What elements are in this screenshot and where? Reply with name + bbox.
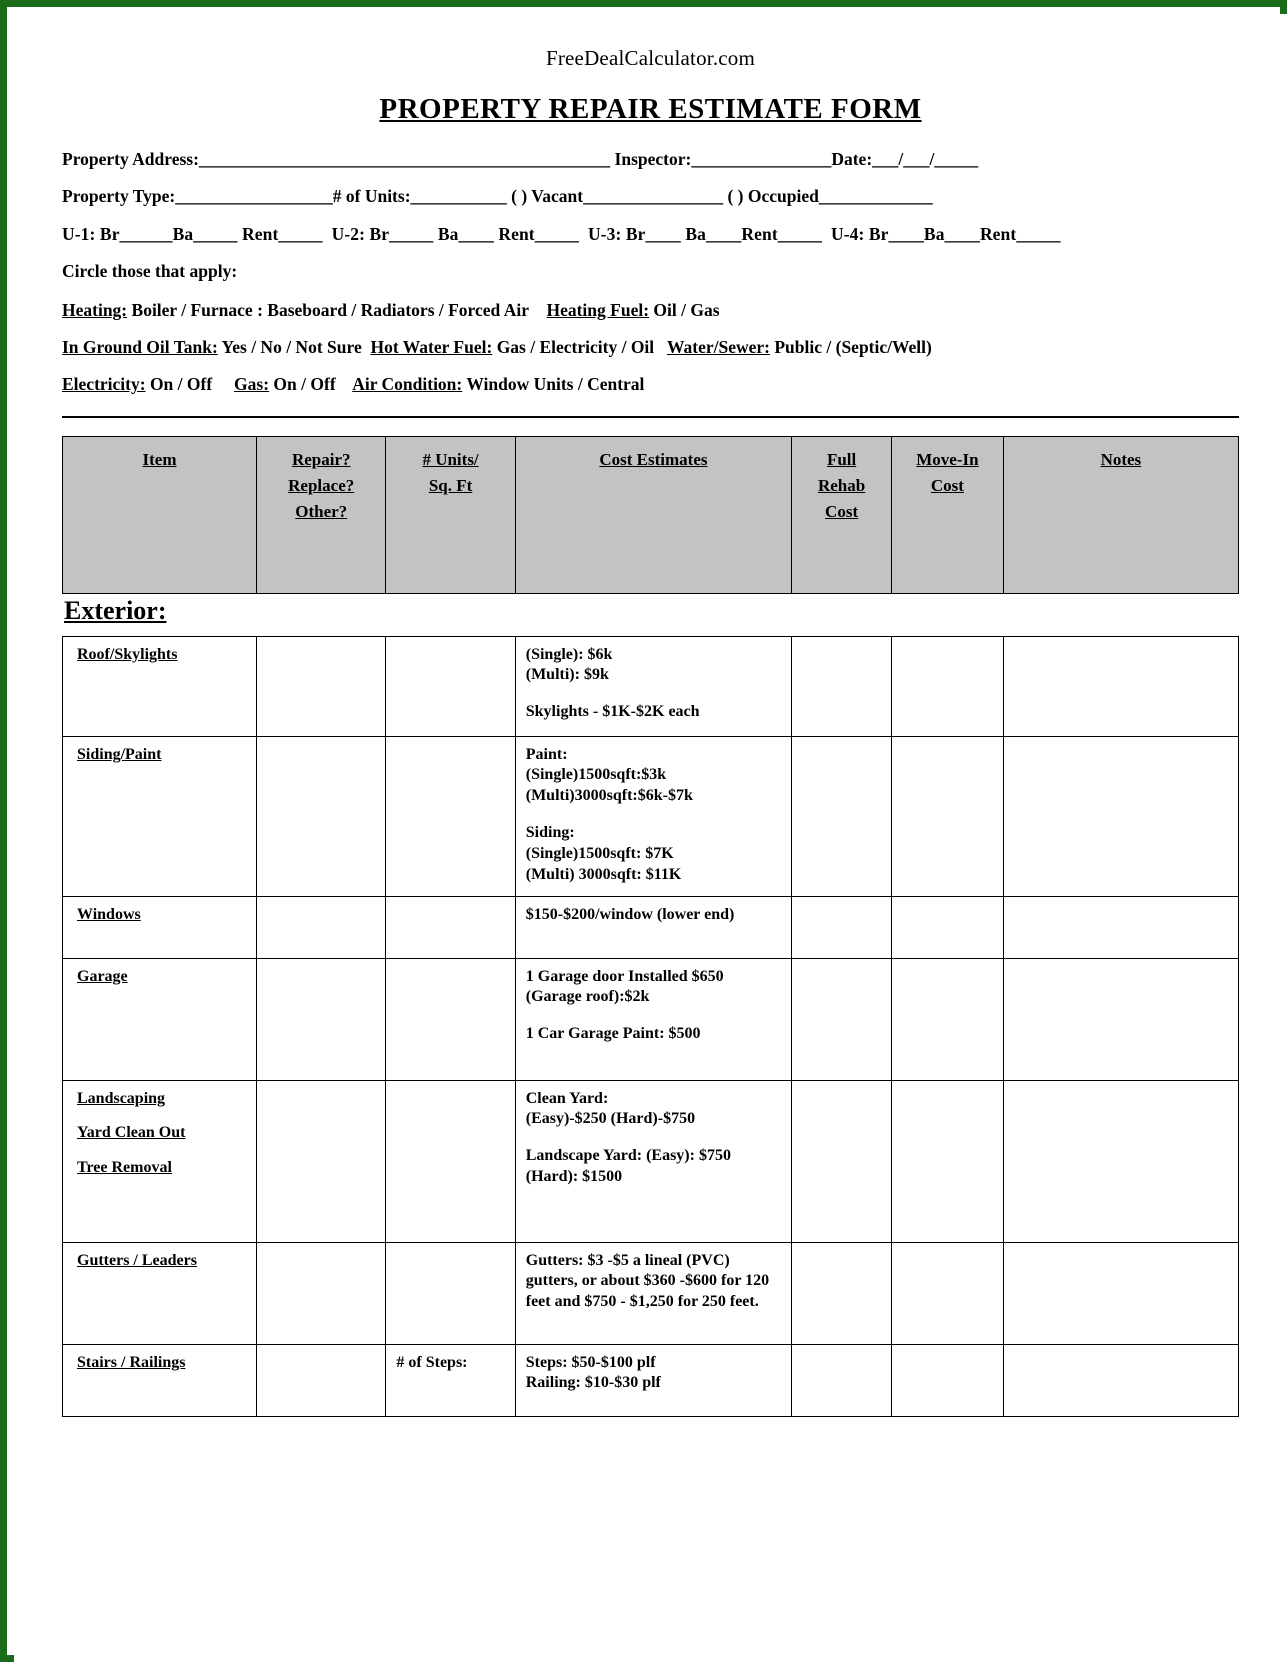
unit-2-fields[interactable]: U-2: Br_____ Ba____ Rent_____ (331, 223, 579, 244)
cell-repair[interactable] (257, 736, 386, 896)
cost-line: Railing: $10-$30 plf (525, 1374, 661, 1392)
section-title-exterior: Exterior: (64, 595, 167, 625)
electricity-row (62, 375, 1239, 393)
item-label: Gutters / Leaders (77, 1251, 197, 1269)
item-label: Garage (77, 967, 128, 985)
date-input[interactable]: ___/___/_____ (872, 149, 979, 169)
col-full-rehab-cost (792, 436, 892, 593)
heating-fuel-label: Heating Fuel: (546, 299, 650, 320)
col-rehab-label: Rehab (817, 475, 866, 495)
row-item-garage (63, 958, 257, 1080)
cost-line: 1 Car Garage Paint: $500 (525, 1025, 701, 1043)
cell-cost-estimates (515, 1242, 791, 1344)
cell-notes[interactable] (1003, 1344, 1238, 1416)
table-header-row (63, 436, 1239, 593)
cell-full-rehab-cost[interactable] (792, 958, 892, 1080)
cell-repair[interactable] (257, 1080, 386, 1242)
col-move-in-cost (892, 436, 1004, 593)
cell-notes[interactable] (1003, 896, 1238, 958)
cell-units[interactable] (386, 1080, 515, 1242)
cost-line: (Single)1500sqft:$3k (525, 766, 667, 784)
cell-cost-estimates (515, 736, 791, 896)
col-move-in-label: Move-In (916, 449, 979, 469)
vacant-input[interactable]: ________________ (583, 186, 724, 207)
cell-cost-estimates (515, 1080, 791, 1242)
cell-notes[interactable] (1003, 958, 1238, 1080)
form-sheet (14, 14, 1287, 1662)
row-item-siding (63, 736, 257, 896)
cell-repair[interactable] (257, 1344, 386, 1416)
cell-cost-estimates (515, 1344, 791, 1416)
cell-notes[interactable] (1003, 1242, 1238, 1344)
cell-move-in-cost[interactable] (892, 958, 1004, 1080)
property-address-label: Property Address: (62, 149, 199, 169)
oil-tank-options[interactable]: Yes / No / Not Sure (221, 336, 362, 357)
col-item (63, 436, 257, 593)
heating-fuel-options[interactable]: Oil / Gas (653, 299, 720, 320)
cell-repair[interactable] (257, 958, 386, 1080)
units-label: # of Units: (332, 186, 411, 207)
hot-water-fuel-options[interactable]: Gas / Electricity / Oil (496, 336, 655, 357)
cell-cost-estimates (515, 958, 791, 1080)
gas-options[interactable]: On / Off (273, 374, 336, 395)
cost-line: Clean Yard: (525, 1089, 609, 1107)
unit-1-fields[interactable]: U-1: Br______Ba_____ Rent_____ (62, 223, 323, 244)
cell-move-in-cost[interactable] (892, 1344, 1004, 1416)
col-cost-estimates (515, 436, 791, 593)
cell-notes[interactable] (1003, 636, 1238, 736)
col-units (386, 436, 515, 593)
divider (62, 416, 1239, 418)
cell-move-in-cost[interactable] (892, 1242, 1004, 1344)
cell-units[interactable] (386, 1242, 515, 1344)
row-item-roof (63, 636, 257, 736)
item-label: Landscaping (77, 1089, 166, 1107)
cell-move-in-cost[interactable] (892, 1080, 1004, 1242)
item-label: Siding/Paint (77, 745, 162, 763)
cell-cost-estimates (515, 636, 791, 736)
table-header (62, 436, 1239, 594)
heating-row (62, 301, 1239, 319)
inspector-input[interactable]: ________________ (691, 149, 832, 169)
col-full-label: Full (826, 449, 857, 469)
table-row (63, 736, 1239, 896)
unit-3-fields[interactable]: U-3: Br____ Ba____Rent_____ (587, 223, 823, 244)
col-move-in-cost-label: Cost (930, 475, 964, 495)
page-title: PROPERTY REPAIR ESTIMATE FORM (379, 93, 922, 125)
property-type-line (62, 187, 1239, 205)
col-sqft-label: Sq. Ft (428, 475, 473, 495)
address-line (62, 150, 1239, 168)
cell-repair[interactable] (257, 636, 386, 736)
cost-line: (Multi): $9k (525, 666, 609, 684)
item-label: Tree Removal (77, 1159, 172, 1177)
oil-tank-label: In Ground Oil Tank: (62, 336, 218, 357)
col-replace-label: Replace? (288, 475, 355, 495)
unit-details-line (62, 225, 1239, 243)
table-row (63, 1344, 1239, 1416)
hot-water-fuel-label: Hot Water Fuel: (370, 336, 493, 357)
col-units-label: # Units/ (422, 449, 479, 469)
occupied-checkbox[interactable]: ( ) Occupied (727, 186, 819, 207)
row-item-gutters (63, 1242, 257, 1344)
cell-notes[interactable] (1003, 736, 1238, 896)
water-sewer-label: Water/Sewer: (666, 336, 770, 357)
item-label: Yard Clean Out (77, 1124, 186, 1142)
table-row (63, 896, 1239, 958)
item-label: Stairs / Railings (77, 1353, 186, 1371)
electricity-options[interactable]: On / Off (149, 374, 213, 395)
cell-units[interactable] (386, 736, 515, 896)
cost-line: Gutters: $3 -$5 a lineal (PVC) gutters, or about $360 -$600 for 120 feet and $750 - $1,250 for 250 feet. (525, 1251, 770, 1311)
col-cost-estimates-label: Cost Estimates (599, 449, 708, 469)
cost-line: Skylights - $1K-$2K each (525, 703, 700, 721)
cost-line: Siding: (525, 824, 575, 842)
col-notes (1003, 436, 1238, 593)
cell-units[interactable] (386, 636, 515, 736)
cost-line: Landscape Yard: (Easy): $750 (Hard): $1500 (525, 1147, 731, 1186)
site-title: FreeDealCalculator.com (545, 46, 756, 70)
cell-repair[interactable] (257, 896, 386, 958)
cell-full-rehab-cost[interactable] (792, 1080, 892, 1242)
gas-label: Gas: (234, 374, 270, 395)
electricity-label: Electricity: (62, 374, 146, 395)
col-cost-label: Cost (825, 502, 859, 522)
heating-options[interactable]: Boiler / Furnace : Baseboard / Radiators / Forced Air (131, 299, 529, 320)
cell-repair[interactable] (257, 1242, 386, 1344)
col-repair-label: Repair? (291, 449, 351, 469)
table-row (63, 1080, 1239, 1242)
table-row (63, 1242, 1239, 1344)
unit-4-fields[interactable]: U-4: Br____Ba____Rent_____ (830, 223, 1061, 244)
circle-instruction: Circle those that apply: (62, 261, 238, 282)
cell-full-rehab-cost[interactable] (792, 896, 892, 958)
occupied-input[interactable]: _____________ (818, 186, 933, 207)
property-address-input[interactable]: _______________________________________________ (198, 149, 611, 169)
inspector-label: Inspector: (614, 149, 692, 169)
cell-full-rehab-cost[interactable] (792, 1242, 892, 1344)
col-other-label: Other? (295, 502, 348, 522)
property-type-label: Property Type: (62, 186, 176, 207)
cell-move-in-cost[interactable] (892, 636, 1004, 736)
air-condition-options[interactable]: Window Units / Central (466, 374, 645, 395)
cost-line: Paint: (525, 745, 568, 763)
cell-units[interactable]: # of Steps: (386, 1344, 515, 1416)
item-label: Roof/Skylights (77, 645, 178, 663)
row-item-stairs (63, 1344, 257, 1416)
cell-full-rehab-cost[interactable] (792, 1344, 892, 1416)
col-item-label: Item (142, 449, 177, 469)
date-label: Date: (831, 149, 873, 169)
row-item-windows (63, 896, 257, 958)
cost-line: (Single): $6k (525, 645, 613, 663)
row-item-landscaping (63, 1080, 257, 1242)
cell-notes[interactable] (1003, 1080, 1238, 1242)
item-label: Windows (77, 905, 141, 923)
cost-line: (Multi) 3000sqft: $11K (525, 865, 682, 883)
exterior-table (62, 636, 1239, 1417)
vacant-checkbox[interactable]: ( ) Vacant (511, 186, 584, 207)
col-notes-label: Notes (1100, 449, 1142, 469)
cost-line: (Single)1500sqft: $7K (525, 844, 674, 862)
fill-in-fields (62, 150, 1239, 394)
property-type-input[interactable]: __________________ (175, 186, 333, 207)
air-condition-label: Air Condition: (352, 374, 463, 395)
cell-cost-estimates (515, 896, 791, 958)
cell-full-rehab-cost[interactable] (792, 636, 892, 736)
cell-full-rehab-cost[interactable] (792, 736, 892, 896)
cell-move-in-cost[interactable] (892, 896, 1004, 958)
cost-line: Steps: $50-$100 plf (525, 1353, 656, 1371)
cost-line: (Easy)-$250 (Hard)-$750 (525, 1110, 696, 1128)
cost-line: $150-$200/window (lower end) (525, 905, 735, 923)
water-sewer-options[interactable]: Public / (Septic/Well) (774, 336, 932, 357)
cost-line: (Multi)3000sqft:$6k-$7k (525, 787, 693, 805)
table-row (63, 958, 1239, 1080)
cell-units[interactable] (386, 958, 515, 1080)
units-input[interactable]: ___________ (410, 186, 507, 207)
heating-label: Heating: (62, 299, 128, 320)
cost-line: 1 Garage door Installed $650 (Garage roof):$2k (525, 967, 724, 1006)
oil-tank-row (62, 338, 1239, 356)
col-repair (257, 436, 386, 593)
cell-units[interactable] (386, 896, 515, 958)
table-row (63, 636, 1239, 736)
cell-move-in-cost[interactable] (892, 736, 1004, 896)
